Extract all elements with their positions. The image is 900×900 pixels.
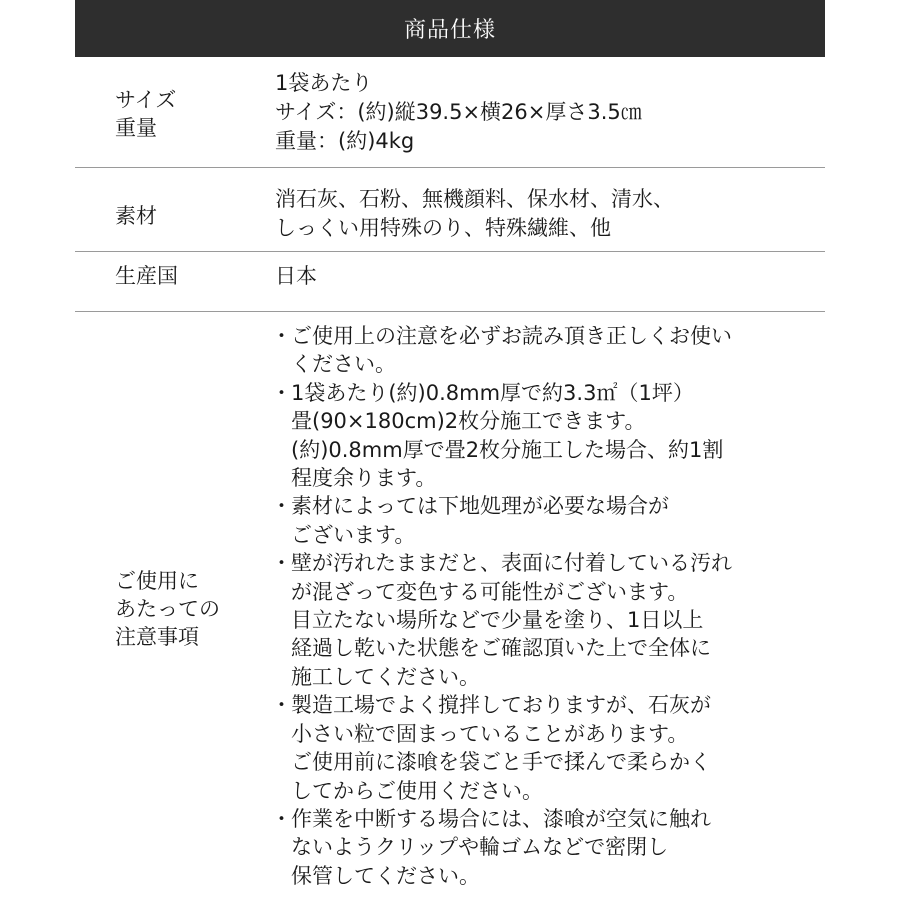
note-line: 壁が汚れたままだと、表面に付着している汚れ — [291, 551, 732, 576]
note-line: 製造工場でよく撹拌しておりますが、石灰が — [291, 693, 711, 718]
bullet-mark: ・ — [271, 324, 292, 348]
note-line: ください。 — [291, 352, 396, 377]
note-line: 作業を中断する場合には、漆喰が空気に触れ — [291, 806, 711, 831]
bullet-mark: ・ — [271, 551, 292, 576]
notes-list — [271, 322, 732, 890]
note-line: 素材によっては下地処理が必要な場合が — [291, 494, 669, 519]
spec-label-size-weight: サイズ 重量 — [115, 88, 177, 140]
spec-value-size-weight — [275, 69, 642, 156]
note-line: ないようクリップや輪ゴムなどで密閉し — [291, 835, 669, 860]
note-line: 1袋あたり(約)0.8mm厚で約3.3㎡（1坪） — [291, 380, 694, 405]
note-line: ご使用前に漆喰を袋ごと手で揉んで柔らかく — [291, 750, 711, 775]
spec-row-notes — [75, 312, 825, 900]
note-item — [271, 549, 732, 691]
note-line: 小さい粒で固まっていることがあります。 — [291, 721, 689, 746]
spec-value-line: 1袋あたり — [275, 71, 373, 95]
spec-label-country: 生産国 — [115, 264, 178, 288]
note-line: 程度余ります。 — [291, 466, 437, 491]
spec-value-line: サイズ：(約)縦39.5×横26×厚さ3.5㎝ — [275, 100, 642, 124]
bullet-mark: ・ — [271, 380, 292, 405]
spec-label-material: 素材 — [115, 204, 157, 228]
spec-value-country — [275, 262, 317, 291]
spec-label-notes: ご使用に あたっての 注意事項 — [115, 569, 220, 649]
spec-row-material — [75, 168, 825, 252]
spec-header-title: 商品仕様 — [403, 18, 496, 43]
note-line: 畳(90×180cm)2枚分施工できます。 — [291, 409, 646, 434]
spec-value-material — [275, 185, 674, 243]
note-line: (約)0.8mm厚で畳2枚分施工した場合、約1割 — [291, 437, 724, 462]
note-line: が混ざって変色する可能性がございます。 — [291, 579, 689, 604]
spec-value-line: 日本 — [275, 264, 317, 288]
bullet-mark: ・ — [271, 806, 292, 831]
note-line: してからご使用ください。 — [291, 778, 543, 803]
note-item — [271, 691, 732, 805]
spec-value-line: 重量：(約)4kg — [275, 129, 415, 153]
note-line: ございます。 — [291, 522, 416, 547]
spec-row-size-weight — [75, 57, 825, 168]
note-item — [271, 492, 732, 549]
note-line: 施工してください。 — [291, 664, 480, 689]
note-line: 経過し乾いた状態をご確認頂いた上で全体に — [291, 636, 711, 661]
note-line: 目立たない場所などで少量を塗り、1日以上 — [291, 608, 704, 633]
bullet-mark: ・ — [271, 494, 292, 519]
note-item — [271, 322, 732, 379]
note-item — [271, 805, 732, 890]
note-line: 保管してください。 — [291, 863, 480, 888]
bullet-mark: ・ — [271, 693, 292, 718]
note-line: ご使用上の注意を必ずお読み頂き正しくお使い — [291, 324, 732, 348]
note-item — [271, 379, 732, 493]
spec-value-line: しっくい用特殊のり、特殊繊維、他 — [275, 216, 611, 240]
spec-header — [75, 0, 825, 57]
spec-row-country — [75, 252, 825, 312]
spec-value-line: 消石灰、石粉、無機顔料、保水材、清水、 — [275, 187, 674, 211]
